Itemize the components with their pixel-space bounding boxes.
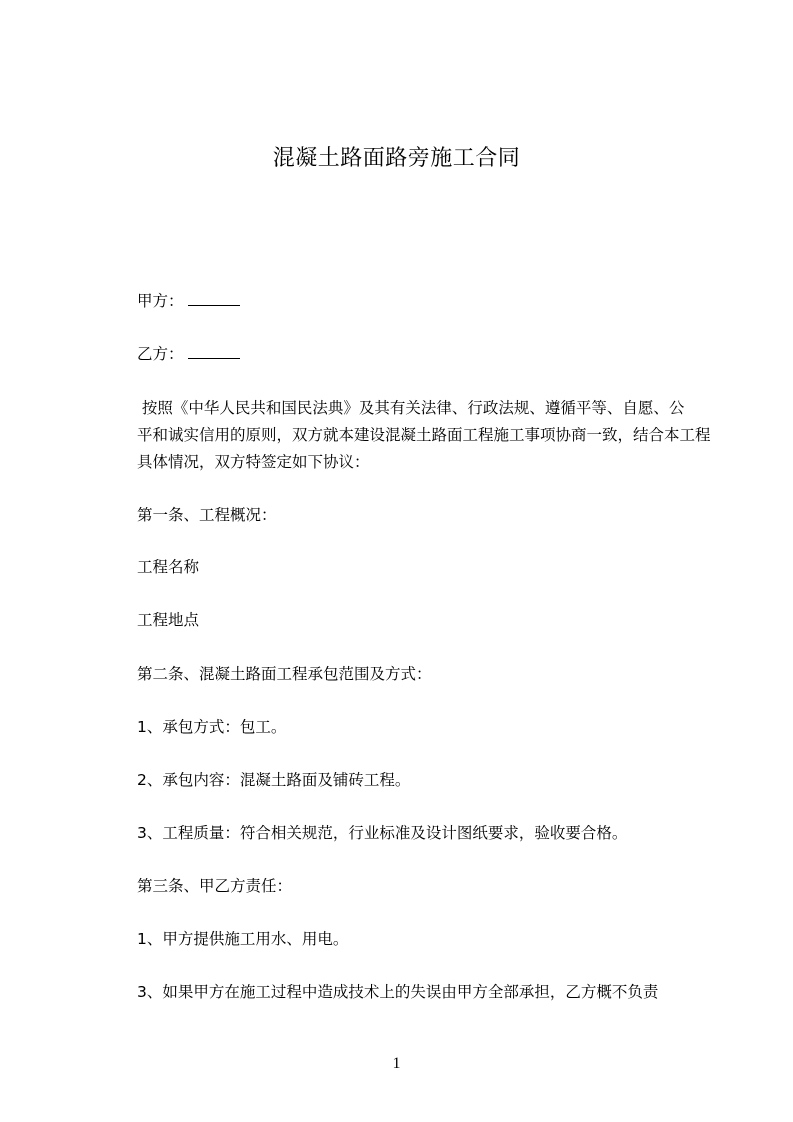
party-b-label: 乙方： — [137, 345, 184, 363]
clause-item: 1、承包方式：包工。 — [137, 718, 287, 736]
project-name: 工程名称 — [137, 558, 200, 576]
party-a-blank — [188, 291, 240, 306]
intro-line: 按照《中华人民共和国民法典》及其有关法律、行政法规、遵循平等、自愿、公 — [137, 399, 685, 417]
document-title: 混凝土路面路旁施工合同 — [272, 146, 521, 171]
clause-item: 3、工程质量：符合相关规范，行业标准及设计图纸要求，验收要合格。 — [137, 824, 628, 842]
clause-item: 2、承包内容：混凝土路面及铺砖工程。 — [137, 771, 411, 789]
article-3-heading: 第三条、甲乙方责任： — [137, 877, 293, 895]
clause-item: 1、甲方提供施工用水、用电。 — [137, 930, 349, 948]
article-2-heading: 第二条、混凝土路面工程承包范围及方式： — [137, 665, 432, 683]
party-a-label: 甲方： — [137, 292, 184, 310]
article-1-heading: 第一条、工程概况： — [137, 506, 277, 524]
intro-line: 平和诚实信用的原则，双方就本建设混凝土路面工程施工事项协商一致，结合本工程 — [137, 426, 711, 444]
page-number: 1 — [392, 1055, 401, 1072]
project-location: 工程地点 — [137, 611, 200, 629]
party-b-blank — [188, 344, 240, 359]
party-a-line — [137, 291, 240, 311]
party-b-line — [137, 344, 240, 364]
clause-item: 3、如果甲方在施工过程中造成技术上的失误由甲方全部承担，乙方概不负责 — [137, 983, 659, 1001]
intro-line: 具体情况，双方特签定如下协议： — [137, 453, 370, 471]
